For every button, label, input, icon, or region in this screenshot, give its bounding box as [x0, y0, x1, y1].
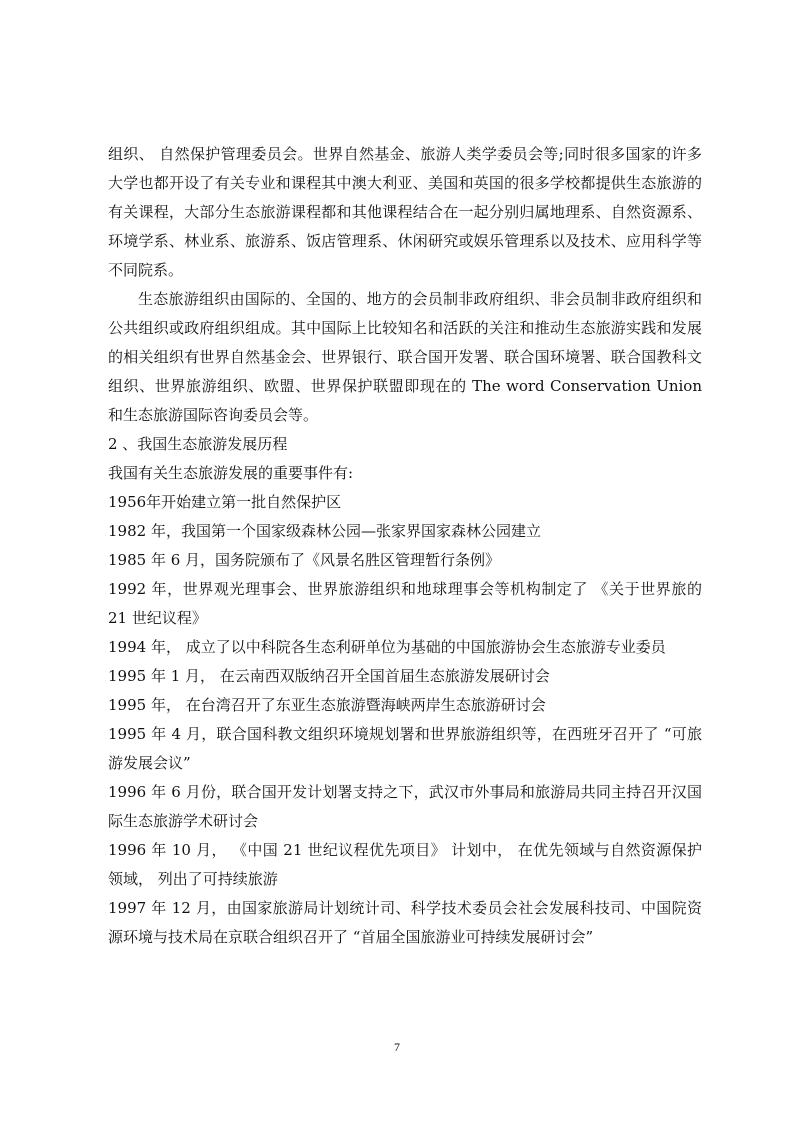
event-1996-oct: 1996 年 10 月， 《中国 21 世纪议程优先项目》 计划中， 在优先领域与自然资源保护领域， 列出了可持续旅游 [108, 841, 702, 888]
event-1995-jan: 1995 年 1 月， 在云南西双版纳召开全国首届生态旅游发展研讨会 [108, 667, 550, 685]
event-1985: 1985 年 6 月，国务院颁布了《风景名胜区管理暂行条例》 [108, 551, 501, 569]
event-1995-taiwan: 1995 年， 在台湾召开了东亚生态旅游暨海峡两岸生态旅游研讨会 [108, 696, 546, 714]
event-1994: 1994 年， 成立了以中科院各生态利研单位为基础的中国旅游协会生态旅游专业委员 [108, 638, 666, 656]
page-number: 7 [394, 1040, 400, 1054]
event-1956: 1956年开始建立第一批自然保护区 [108, 493, 342, 511]
event-1982: 1982 年，我国第一个国家级森林公园—张家界国家森林公园建立 [108, 522, 541, 540]
event-1996-jun: 1996 年 6 月份，联合国开发计划署支持之下，武汉市外事局和旅游局共同主持召开汉国际生态旅游学术研讨会 [108, 783, 702, 830]
event-1995-apr: 1995 年 4 月，联合国科教文组织环境规划署和世界旅游组织等，在西班牙召开了 “可旅游发展会议” [108, 725, 702, 772]
events-intro: 我国有关生态旅游发展的重要事件有: [108, 464, 354, 482]
event-1992: 1992 年，世界观光理事会、世界旅游组织和地球理事会等机构制定了 《关于世界旅的 21 世纪议程》 [108, 580, 702, 627]
section-heading: 2 、我国生态旅游发展历程 [108, 435, 288, 453]
event-1997-dec: 1997 年 12 月，由国家旅游局计划统计司、科学技术委员会社会发展科技司、中国院资源环境与技术局在京联合组织召开了 “首届全国旅游业可持续发展研讨会” [108, 899, 702, 946]
document-body [108, 140, 702, 952]
paragraph-2: 生态旅游组织由国际的、全国的、地方的会员制非政府组织、非会员制非政府组织和公共组织或政府组织组成。其中国际上比较知名和活跃的关注和推动生态旅游实践和发展的相关组织有世界自然基金会、世界银行、联合国开发署、联合国环境署、联合国教科文组织、世界旅游组织、欧盟、世界保护联盟即现在的 The word Conservation Union 和生态旅游国际咨询委员会等。 [108, 290, 702, 424]
paragraph-1: 组织、 自然保护管理委员会。世界自然基金、旅游人类学委员会等;同时很多国家的许多大学也都开设了有关专业和课程其中澳大利亚、美国和英国的很多学校都提供生态旅游的有关课程，大部分生态旅游课程都和其他课程结合在一起分别归属地理系、自然资源系、环境学系、林业系、旅游系、饭店管理系、休闲研究或娱乐管理系以及技术、应用科学等不同院系。 [108, 145, 702, 279]
